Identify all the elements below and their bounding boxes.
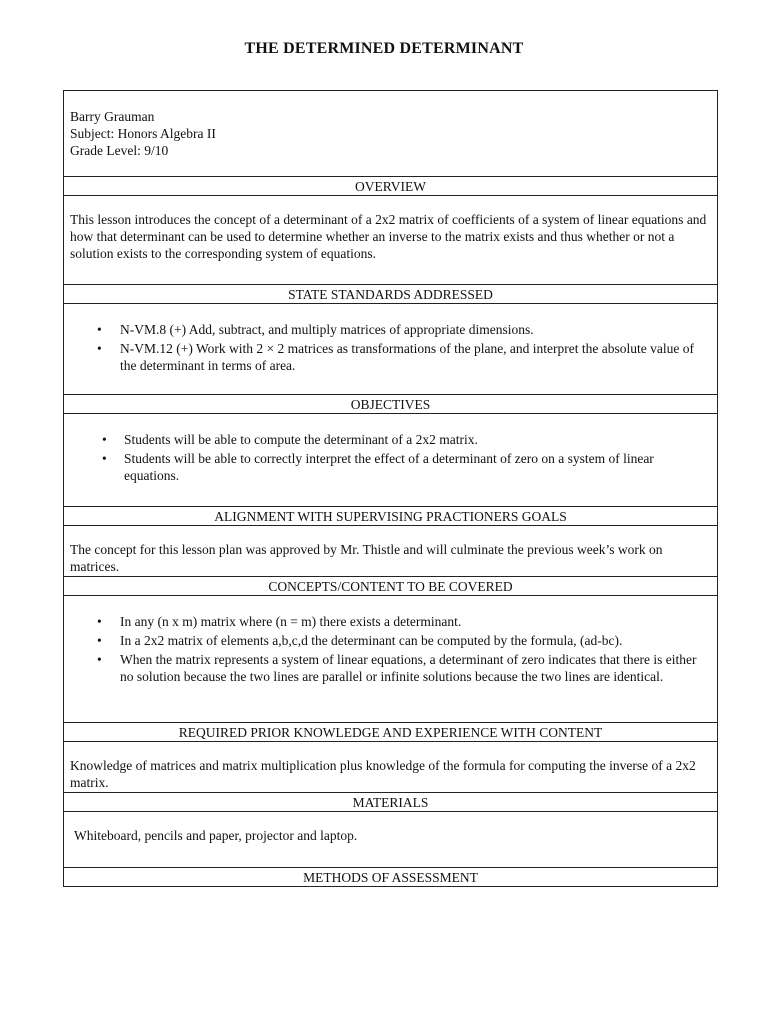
list-item: • N-VM.8 (+) Add, subtract, and multiply matrices of appropriate dimensions. <box>70 321 711 338</box>
alignment-heading: ALIGNMENT WITH SUPERVISING PRACTIONERS GOALS <box>64 507 718 526</box>
concepts-list <box>70 596 711 685</box>
info-row <box>64 91 718 177</box>
concepts-body-row <box>64 596 718 723</box>
list-item: • In a 2x2 matrix of elements a,b,c,d the determinant can be computed by the formula, (ad-bc). <box>70 632 711 649</box>
prior-knowledge-heading: REQUIRED PRIOR KNOWLEDGE AND EXPERIENCE WITH CONTENT <box>64 723 718 742</box>
materials-heading: MATERIALS <box>64 793 718 812</box>
standards-list <box>70 304 711 374</box>
materials-body-row <box>64 812 718 868</box>
standards-heading: STATE STANDARDS ADDRESSED <box>64 285 718 304</box>
prior-knowledge-header-row <box>64 723 718 742</box>
list-item: • In any (n x m) matrix where (n = m) there exists a determinant. <box>70 613 711 630</box>
grade-level-line: Grade Level: 9/10 <box>70 143 169 158</box>
alignment-header-row <box>64 507 718 526</box>
prior-knowledge-text: Knowledge of matrices and matrix multiplication plus knowledge of the formula for computing the inverse of a 2x2 matrix. <box>70 758 696 790</box>
standards-header-row <box>64 285 718 304</box>
concepts-header-row <box>64 577 718 596</box>
materials-header-row <box>64 793 718 812</box>
prior-knowledge-cell <box>64 742 718 793</box>
prior-knowledge-body-row <box>64 742 718 793</box>
alignment-text: The concept for this lesson plan was approved by Mr. Thistle and will culminate the previous week’s work on matrices. <box>70 542 663 574</box>
overview-body-row <box>64 196 718 285</box>
materials-cell <box>64 812 718 868</box>
standards-cell <box>64 304 718 395</box>
concepts-heading: CONCEPTS/CONTENT TO BE COVERED <box>64 577 718 596</box>
alignment-body-row <box>64 526 718 577</box>
document-title: THE DETERMINED DETERMINANT <box>244 40 524 57</box>
assessment-heading: METHODS OF ASSESSMENT <box>64 868 718 887</box>
alignment-cell <box>64 526 718 577</box>
overview-heading: OVERVIEW <box>64 177 718 196</box>
assessment-header-row <box>64 868 718 887</box>
materials-text: Whiteboard, pencils and paper, projector and laptop. <box>74 828 358 843</box>
author-name: Barry Grauman <box>70 109 155 124</box>
objectives-cell <box>64 414 718 507</box>
objectives-list <box>70 414 711 484</box>
standards-body-row <box>64 304 718 395</box>
overview-header-row <box>64 177 718 196</box>
list-item: • When the matrix represents a system of linear equations, a determinant of zero indicates that there is either no solution because the two lines are parallel or infinite solutions because the two lines are identical. <box>70 651 711 685</box>
list-item: • Students will be able to compute the determinant of a 2x2 matrix. <box>70 431 711 448</box>
overview-cell <box>64 196 718 285</box>
list-item: • N-VM.12 (+) Work with 2 × 2 matrices as transformations of the plane, and interpret the absolute value of the determinant in terms of area. <box>70 340 711 374</box>
list-item: • Students will be able to correctly interpret the effect of a determinant of zero on a system of linear equations. <box>70 450 711 484</box>
objectives-body-row <box>64 414 718 507</box>
concepts-cell <box>64 596 718 723</box>
subject-line: Subject: Honors Algebra II <box>70 126 216 141</box>
objectives-heading: OBJECTIVES <box>64 395 718 414</box>
overview-text: This lesson introduces the concept of a determinant of a 2x2 matrix of coefficients of a system of linear equations and how that determinant can be used to determine whether an inverse to the matrix exists and thus whether or not a solution exists to the corresponding system of equations. <box>70 212 707 261</box>
objectives-header-row <box>64 395 718 414</box>
lesson-plan-table <box>63 90 718 887</box>
info-cell <box>64 91 718 177</box>
